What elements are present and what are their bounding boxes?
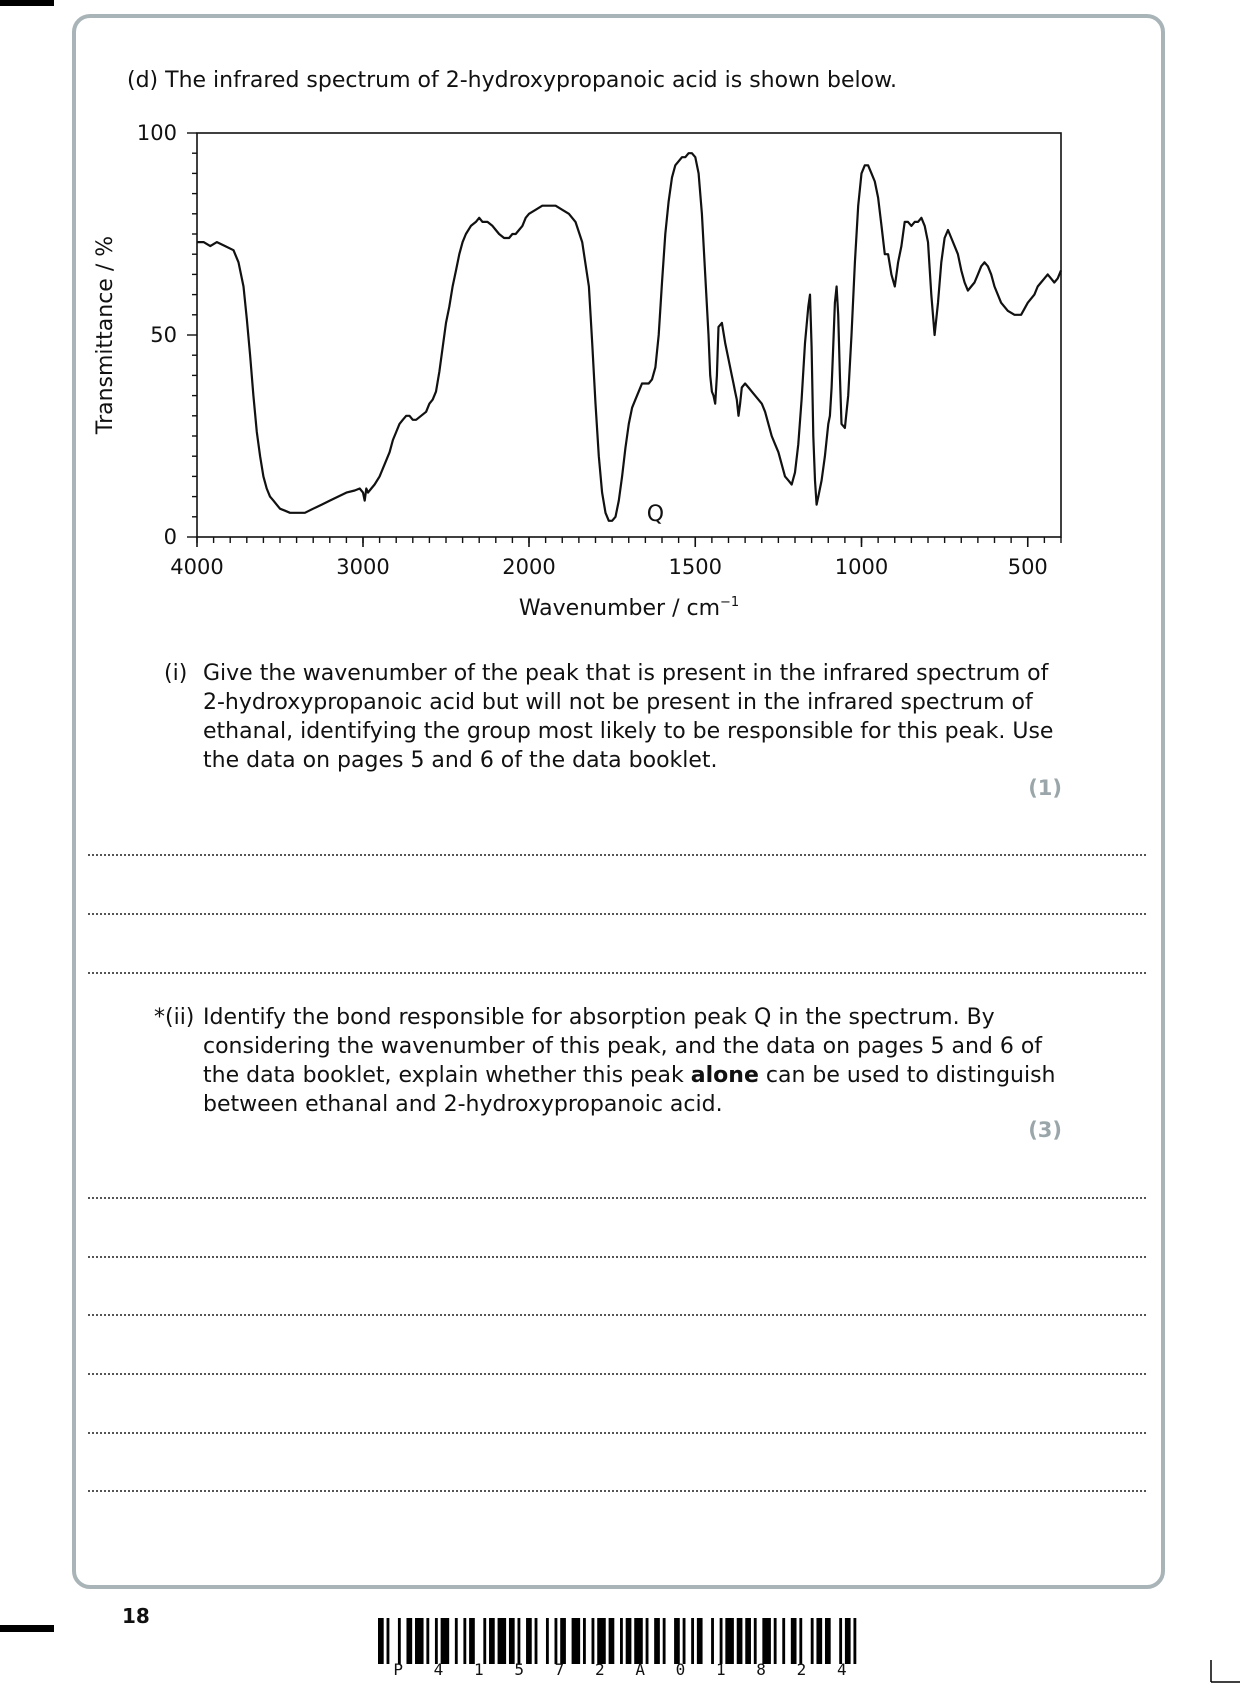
x-tick-label: 500 [1007,555,1048,579]
barcode-bar [378,1618,384,1664]
y-axis-label: Transmittance / % [93,235,118,435]
barcode-bar [483,1618,486,1664]
barcode-bar [646,1618,649,1664]
y-tick-label: 50 [150,323,177,347]
answer-line[interactable] [88,1373,1146,1375]
barcode-bar [509,1618,515,1664]
x-tick-label: 2000 [502,555,556,579]
barcode-bar [745,1618,751,1664]
x-tick-label: 1500 [668,555,722,579]
part-ii-line-3 [203,1061,1056,1090]
answer-line[interactable] [88,913,1146,915]
page-number: 18 [122,1604,150,1628]
barcode-character: A [635,1660,645,1679]
barcode-bar [398,1618,401,1664]
part-ii-marks: (3) [1028,1118,1062,1142]
emphasis-alone: alone [690,1063,759,1088]
barcode-bar [825,1618,831,1664]
part-ii-line-2: considering the wavenumber of this peak, and the data on pages 5 and 6 of [203,1034,1043,1059]
barcode-bar [555,1618,558,1664]
y-tick-label: 100 [136,121,177,145]
barcode-bar [626,1618,632,1664]
barcode-character: 2 [796,1660,807,1679]
ir-spectrum-chart [0,0,1240,640]
barcode-character: 2 [594,1660,605,1679]
x-axis-label: Wavenumber / $cm^{-1}$ [518,595,740,621]
barcode-bar [663,1618,666,1664]
barcode-bar [572,1618,581,1664]
spectrum-line [197,153,1061,521]
barcode-bar [583,1618,586,1664]
barcode-bar [845,1618,851,1664]
barcode-bar [489,1618,495,1664]
part-ii-number: *(ii) [154,1005,195,1030]
part-ii-line-4: between ethanal and 2-hydroxypropanoic acid. [203,1092,723,1117]
barcode-bar [560,1618,566,1664]
barcode-bar [469,1618,475,1664]
barcode-bar [839,1618,842,1664]
barcode-character: P [393,1660,403,1679]
chart-ticks [137,121,1061,579]
barcode-bar [415,1618,424,1664]
y-tick-label: 0 [163,525,177,549]
x-axis-label-superscript: −1 [720,595,740,610]
answer-line[interactable] [88,1432,1146,1434]
part-i-line-4: the data on pages 5 and 6 of the data booklet. [203,748,718,773]
barcode-bar [782,1618,785,1664]
barcode-bar [592,1618,595,1664]
barcode-bar [754,1618,757,1664]
barcode-bar [546,1618,549,1664]
part-i-line-3: ethanal, identifying the group most likely to be responsible for this peak. Use [203,719,1054,744]
answer-line[interactable] [88,972,1146,974]
barcode-bar [816,1618,822,1664]
answer-line[interactable] [88,1314,1146,1316]
answer-line[interactable] [88,1256,1146,1258]
barcode-bar [441,1618,450,1664]
barcode-bar [498,1618,507,1664]
crop-mark [1210,1660,1240,1693]
x-tick-label: 3000 [336,555,390,579]
question-intro: (d) The infrared spectrum of 2-hydroxypropanoic acid is shown below. [127,68,898,93]
barcode-character: 1 [715,1660,726,1679]
barcode-bar [691,1618,694,1664]
plot-frame [197,133,1061,537]
barcode-character: 4 [836,1660,847,1679]
barcode-bar [774,1618,777,1664]
barcode-character: 1 [474,1660,484,1679]
part-i-number: (i) [164,661,188,686]
x-tick-label: 4000 [170,555,224,579]
barcode-character: 4 [433,1660,444,1679]
barcode-character: 7 [554,1660,565,1679]
barcode-bar [791,1618,797,1664]
barcode-bar [634,1618,643,1664]
answer-line[interactable] [88,1490,1146,1492]
barcode-bar [597,1618,606,1664]
barcode-bar [674,1618,680,1664]
barcode-bar [853,1618,856,1664]
barcode-bar [737,1618,743,1664]
barcode-bar [426,1618,429,1664]
part-ii-line-1: Identify the bond responsible for absorption peak Q in the spectrum. By [203,1005,995,1030]
barcode [378,1618,862,1664]
barcode-bar [620,1618,623,1664]
part-ii-line-3-end: can be used to distinguish [758,1063,1056,1088]
chart-axes [197,133,1061,537]
part-ii-line-3-start: the data booklet, explain whether this peak [203,1063,691,1088]
barcode-bar [799,1618,802,1664]
barcode-bar [387,1618,390,1664]
barcode-bar [720,1618,723,1664]
barcode-bar [609,1618,615,1664]
answer-line[interactable] [88,854,1146,856]
bottom-left-registration-bar [0,1625,54,1632]
barcode-bar [683,1618,686,1664]
barcode-text [378,1660,862,1679]
barcode-bar [435,1618,438,1664]
barcode-bar [535,1618,538,1664]
barcode-bar [455,1618,458,1664]
barcode-bar [654,1618,660,1664]
barcode-bar [526,1618,532,1664]
part-i-text [203,659,1054,775]
answer-line[interactable] [88,1197,1146,1199]
part-i-line-1: Give the wavenumber of the peak that is present in the infrared spectrum of [203,661,1049,686]
barcode-bar [811,1618,814,1664]
part-i-line-2: 2-hydroxypropanoic acid but will not be present in the infrared spectrum of [203,690,1033,715]
x-tick-label: 1000 [834,555,889,579]
barcode-character: 8 [756,1660,766,1679]
barcode-bar [697,1618,703,1664]
part-i-marks: (1) [1028,776,1062,800]
barcode-character: 0 [675,1660,686,1679]
part-ii-text [203,1003,1056,1119]
barcode-bar [518,1618,521,1664]
peak-q-label: Q [646,502,665,527]
barcode-bar [762,1618,771,1664]
barcode-character: 5 [514,1660,524,1679]
barcode-bar [406,1618,412,1664]
barcode-bar [711,1618,714,1664]
barcode-bar [725,1618,734,1664]
barcode-bar [463,1618,466,1664]
